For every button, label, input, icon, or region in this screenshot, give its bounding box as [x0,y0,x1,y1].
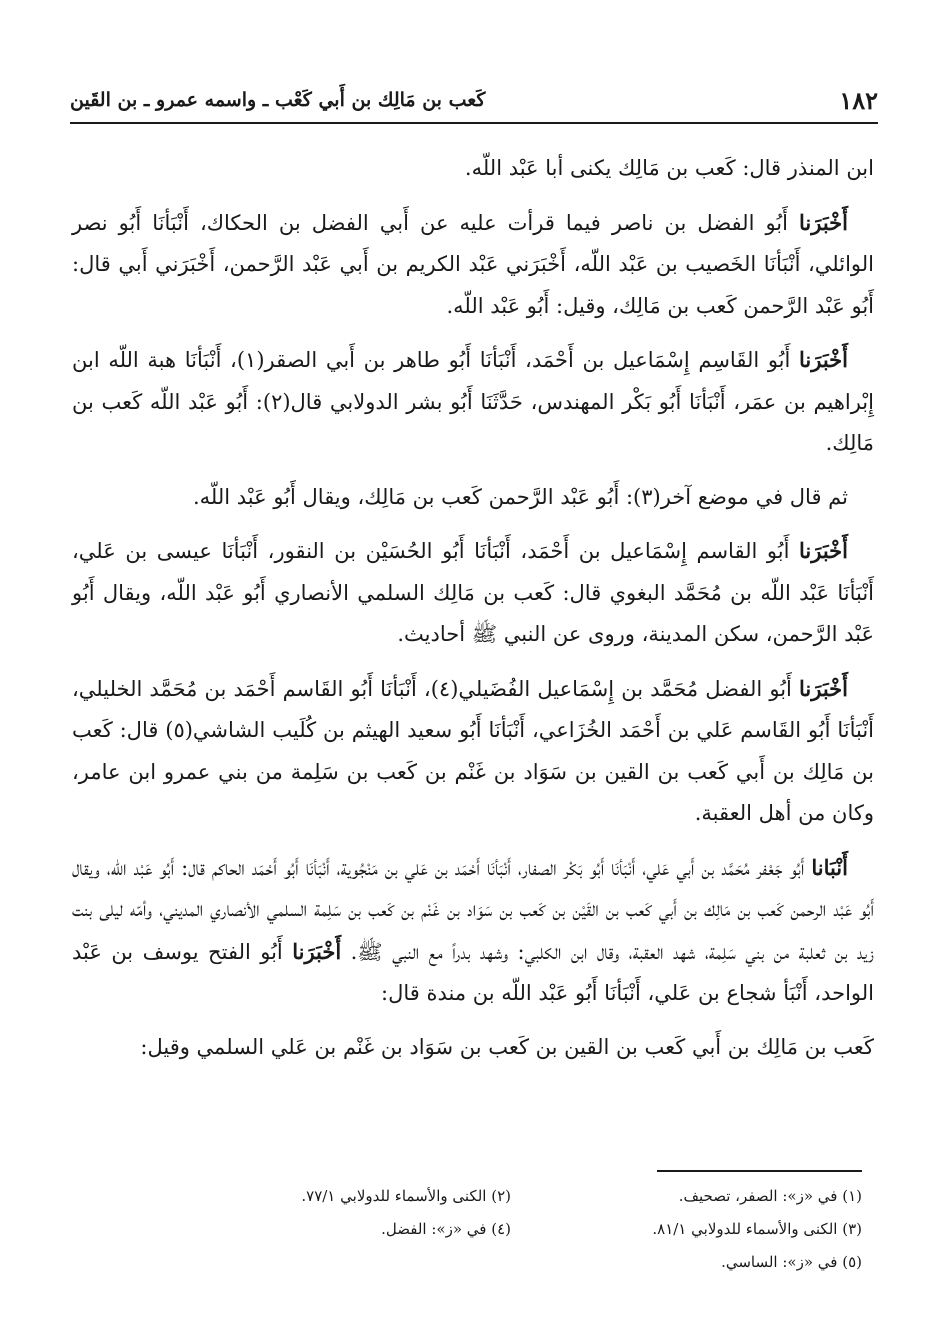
paragraph: أَخْبَرَنا أَبُو القَاسِم إِسْمَاعيل بن أَحْمَد، أَنْبَأنَا أَبُو طاهر بن أَبي الصقر(١)، أَنْبَأنَا هبة اللّه ابن إِبْراهيم بن عمَر، أَنْبَأنَا أَبُو بَكْر المهندس، حَدَّثَنَا أَبُو بشر الدولابي قال(٢): أَبُو عَبْد اللّه كَعب بن مَالِك. [72,347,874,455]
footnote-row [160,1180,862,1213]
header-rule [70,122,878,124]
paragraph: ابن المنذر قال: كَعب بن مَالِك يكنى أبا عَبْد اللّه. [464,156,874,180]
footnote-row [160,1246,862,1279]
footnote: (٣) الكنى والأسماء للدولابي ٨١/١. [652,1220,862,1238]
keyword: أَخْبَرَنا [292,938,342,964]
page-header [70,80,878,120]
footnote: (٤) في «ز»: الفضل. [381,1220,511,1238]
main-text [72,148,874,1080]
paragraph: أَخْبَرَنا أَبُو الفضل مُحَمَّد بن إِسْمَاعيل الفُضَيلي(٤)، أَنْبَأنَا أَبُو القَاسم أَحْمَد بن مُحَمَّد الخليلي، أَنْبَأنَا أَبُو القَاسم عَلي بن أَحْمَد الخُزَاعي، أَنْبَأنَا أَبُو سعيد الهيثم بن كُلَيب الشاشي(٥) قال: كَعب بن مَالِك بن أَبي كَعب بن القين بن سَوَاد بن غَنْم بن كَعب بن سَلِمة من بني عمرو ابن عامر، وكان من أهل العقبة. [72,675,874,825]
paragraph: أَخْبَرَنا أَبُو القاسم إِسْمَاعيل بن أَحْمَد، أَنْبَأنَا أَبُو الحُسَيْن بن النقور، أَنْبَأنَا عيسى بن عَلي، أَنْبَأنَا عَبْد اللّه بن مُحَمَّد البغوي قال: كَعب بن مَالِك السلمي الأنصاري أَبُو عَبْد اللّه، ويقال أَبُو عَبْد الرَّحمن، سكن المدينة، وروى عن النبي ﷺ أحاديث. [72,538,874,646]
running-title: كَعب بن مَالِك بن أَبي كَعْب ـ واسمه عمرو ـ بن القَين [70,89,486,111]
keyword: أَنْبَانا [811,854,848,880]
footnote: (٢) الكنى والأسماء للدولابي ٧٧/١. [301,1187,511,1205]
paragraph: ثم قال في موضع آخر(٣): أَبُو عَبْد الرَّحمن كَعب بن مَالِك، ويقال أَبُو عَبْد اللّه. [192,484,848,509]
footnote: (١) في «ز»: الصفر، تصحيف. [678,1187,862,1205]
page-number: ١٨٢ [839,85,878,115]
keyword: أَخْبَرَنا [799,209,848,235]
footnote-row [160,1213,862,1246]
paragraph: أَنْبَانا أَبُو جَعْفر مُحَمَّد بن أَبي عَلي، أَنْبَأنَا أَبُو بَكْر الصفار، أَنْبَأنَا أَحْمَد بن عَلي بن مَنْجُوية، أَنْبَأنَا أَبُو أَحْمَد الحاكم قال: أَبُو عَبْد اللّه، ويقال أَبُو عَبْد الرحمن كَعب بن مَالِك بن أَبي كَعب بن القَيْن بن كَعب بن سَوَاد بن غَنْم بن كَعب بن سَلِمة السلمي الأنصاري المديني، وأمّه ليلى بنت زيد بن ثعلبة من بني سَلِمة، شهد العقبة، وقال ابن الكلبي: وشهد بدراً مع النبي ﷺ. أَخْبَرَنا أَبُو الفتح يوسف بن عَبْد الواحد، أَنْبَأ شجاع بن عَلي، أَنْبَأنَا أَبُو عَبْد اللّه بن مندة قال: [72,854,874,1005]
paragraph: أَخْبَرَنا أَبُو الفضل بن ناصر فيما قرأت عليه عن أَبي الفضل بن الحكاك، أَنْبَأنَا أَبُو نصر الوائلي، أَنْبَأنَا الخَصيب بن عَبْد اللّه، أَخْبَرَني عَبْد الكريم بن أَبي عَبْد الرَّحمن، أَخْبَرَني أَبي قال: أَبُو عَبْد الرَّحمن كَعب بن مَالِك، وقيل: أَبُو عَبْد اللّه. [72,209,874,318]
footnote-rule [657,1170,862,1172]
keyword: أَخْبَرَنا [799,347,848,372]
paragraph: كَعب بن مَالِك بن أَبي كَعب بن القين بن كَعب بن سَوَاد بن غَنْم بن عَلي السلمي وقيل: [140,1034,874,1059]
keyword: أَخْبَرَنا [799,538,848,563]
footnote: (٥) في «ز»: الساسي. [721,1253,862,1271]
keyword: أَخْبَرَنا [799,675,848,701]
footnotes [160,1180,862,1279]
